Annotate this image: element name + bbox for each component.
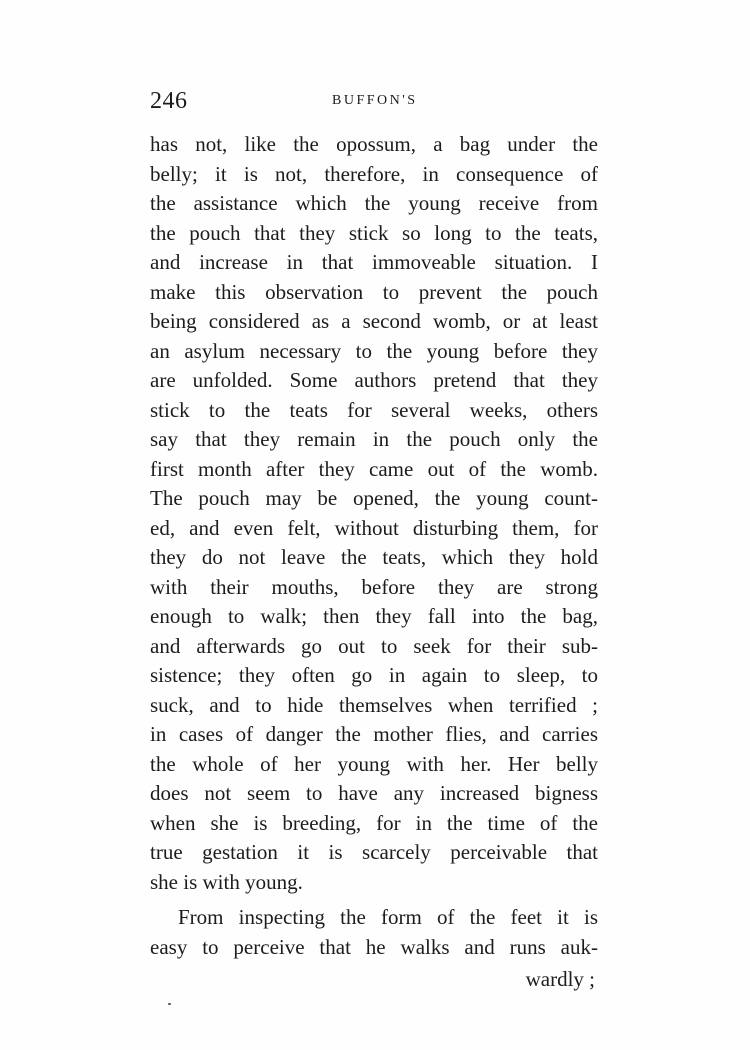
text-line: when she is breeding, for in the time of the xyxy=(150,810,598,835)
text-line: in cases of danger the mother flies, and carries xyxy=(150,722,598,746)
text-line: From inspecting the form of the feet it is xyxy=(178,905,598,929)
text-line: with their mouths, before they are strong xyxy=(150,574,598,599)
text-line: are unfolded. Some authors pretend that they xyxy=(150,368,598,392)
text-line: suck, and to hide themselves when terrified ; xyxy=(150,692,598,717)
text-line: easy to perceive that he walks and runs auk- xyxy=(150,934,598,959)
page-number: 246 xyxy=(150,88,188,114)
text-line: the whole of her young with her. Her belly xyxy=(150,751,598,776)
text-line: enough to walk; then they fall into the bag, xyxy=(150,604,598,628)
page-header xyxy=(150,88,610,118)
running-head: BUFFON'S xyxy=(332,93,418,108)
text-line: the assistance which the young receive from xyxy=(150,191,598,215)
text-line: sistence; they often go in again to sleep, to xyxy=(150,663,598,687)
text-line: make this observation to prevent the pouch xyxy=(150,279,598,304)
paragraph-1 xyxy=(150,130,598,897)
text-line: first month after they came out of the womb. xyxy=(150,456,598,481)
text-line: has not, like the opossum, a bag under the xyxy=(150,132,598,156)
text-line: belly; it is not, therefore, in consequence of xyxy=(150,161,598,186)
text-line: an asylum necessary to the young before they xyxy=(150,338,598,363)
text-line: being considered as a second womb, or at least xyxy=(150,309,598,333)
text-line: they do not leave the teats, which they hold xyxy=(150,545,598,569)
text-line: and increase in that immoveable situation. I xyxy=(150,250,598,274)
text-line: The pouch may be opened, the young count- xyxy=(150,486,598,510)
paragraph-2 xyxy=(150,903,598,962)
text-line: stick to the teats for several weeks, others xyxy=(150,397,598,422)
text-line: true gestation it is scarcely perceivable that xyxy=(150,840,598,864)
text-line: and afterwards go out to seek for their sub- xyxy=(150,633,598,658)
text-line: the pouch that they stick so long to the teats, xyxy=(150,220,598,245)
text-line: ed, and even felt, without disturbing them, for xyxy=(150,515,598,540)
body-text xyxy=(150,130,598,962)
catchword: wardly ; xyxy=(525,967,595,991)
text-line: she is with young. xyxy=(150,869,303,894)
text-line: say that they remain in the pouch only the xyxy=(150,427,598,451)
text-line: does not seem to have any increased bigness xyxy=(150,781,598,805)
paper-speck xyxy=(168,1003,171,1005)
